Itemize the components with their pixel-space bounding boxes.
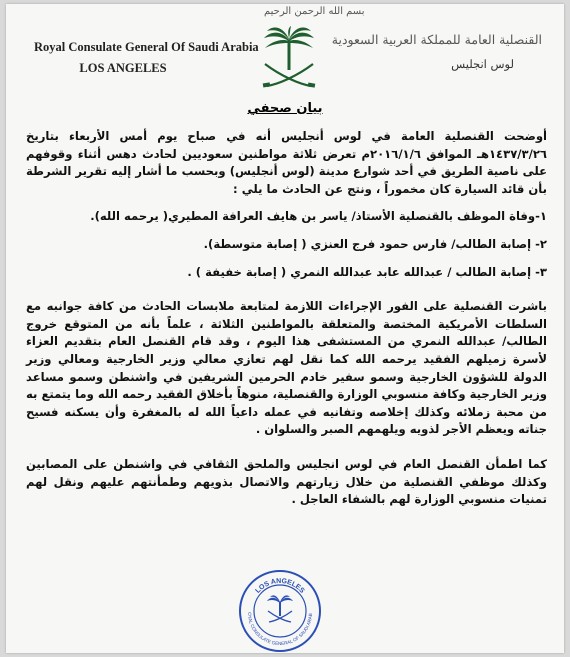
city-name-ar: لوس انجليس [451,57,514,71]
stamp-top-text: LOS ANGELES [254,577,306,595]
document-body [26,128,547,509]
basmala: بسم الله الرحمن الرحيم [264,6,365,17]
list-item: ٢- إصابة الطالب/ فارس حمود فرج العنزي ( إصابة متوسطة). [203,236,547,251]
header-english [34,40,259,76]
list-item: ١-وفاة الموظف بالقنصلية الأستاذ/ ياسر بن هايف العرافة المطيري( يرحمه الله). [90,209,547,224]
list-item: ٣- إصابة الطالب / عبدالله عابد عبدالله النمري ( إصابة خفيفة ) . [187,264,547,279]
consulate-stamp [238,569,322,653]
document-page [6,4,564,653]
consulate-name-ar: القنصلية العامة للمملكة العربية السعودية [331,32,542,47]
consulate-name-en: Royal Consulate General Of Saudi Arabia [34,40,259,54]
paragraph-closing: كما اطمأن القنصل العام في لوس انجليس والملحق الثقافي في واشنطن على المصابين وكذلك موظفي القنصلية من خلال زيارتهم والاتصال بذويهم وطمأنتهم عليهم ونقل لهم تمنيات منسوبي الوزارة لهم بالشفاء العاجل . [26,456,547,507]
document-title [6,101,564,116]
paragraph-intro: أوضحت القنصلية العامة في لوس أنجليس أنه في صباح يوم أمس الأربعاء بتاريخ ١٤٣٧/٣/٢٦هـ الموافق ٢٠١٦/١/٦م تعرض ثلاثة مواطنين سعوديين لحادث دهس أثناء وقوفهم على ناصية الطريق في أحد شوارع مدينة (لوس أنجليس) وبحسب ما أشار إليه تقرير الشرطة بأن قائد السيارة كان مخموراً ، ونتج عن الحادث ما يلي : [26,129,547,196]
stamp-bottom-text: OYAL CONSULATE GENERAL OF SAUDI ARAB [246,612,314,647]
document-title-text: بيان صحفي [247,101,323,116]
saudi-emblem-icon [259,26,319,94]
header-arabic [331,32,542,71]
paragraph-actions: باشرت القنصلية على الفور الإجراءات اللازمة لمتابعة ملابسات الحادث من كافة جوانبه مع السلطات الأمريكية المختصة والمتعلقة بالمواطنين الثلاثة ، علماً بأنه من المتوقع خروج الطالب/ عبدالله النمري من المستشفى هذا اليوم ، وقد قام القنصل العام بتقديم العزاء لأسرة زميلهم الفقيد يرحمه الله كما نقل لهم تعازي معالي وزير الخارجية ومعالي وزير الدولة للشؤون الخارجية وسمو سفير خادم الحرمين الشريفين في واشنطن وسمو مساعد وزير الخارجية وكافة منسوبي الوزارة والقنصلية، منوهاً بأخلاق الفقيد رحمه الله وما يتمتع به من محبة زملائه وكذلك إخلاصه وتفانيه في عمله داعياً الله له بالمغفرة وأن يسكنه فسيح جناته ويعظم الأجر لذويه ويلهمهم الصبر والسلوان . [26,299,547,437]
city-name-en: LOS ANGELES [79,61,167,75]
